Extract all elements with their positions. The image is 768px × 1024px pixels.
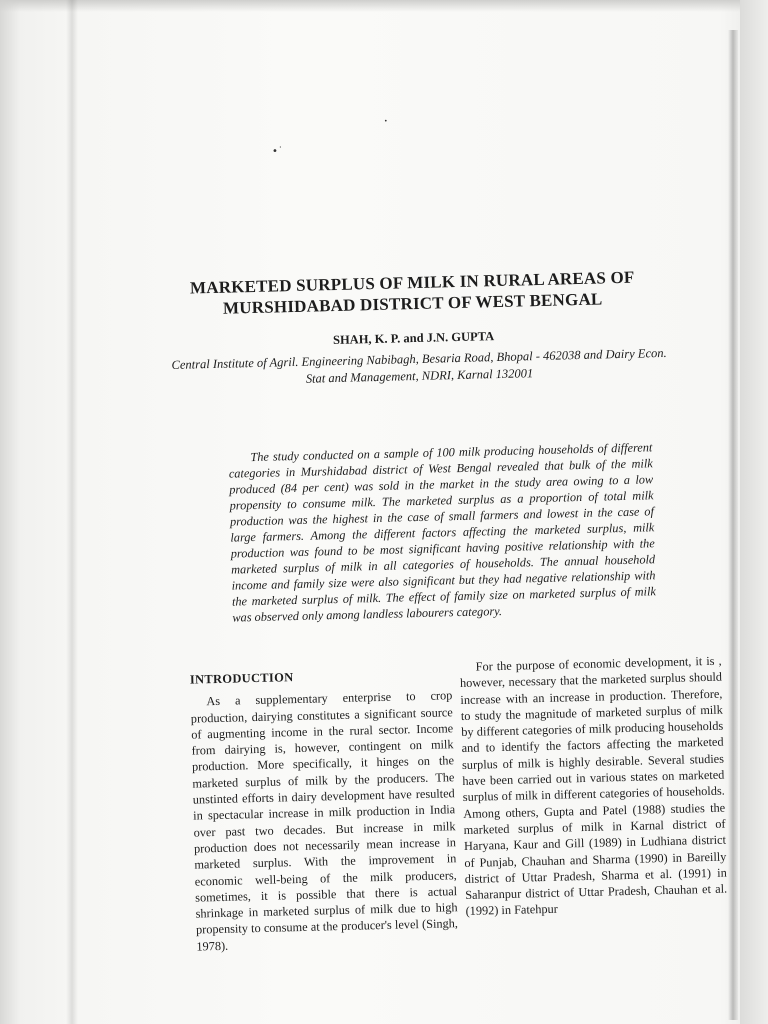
- left-column: [190, 665, 459, 954]
- paper-affiliation: Central Institute of Agril. Engineering Nabibagh, Besaria Road, Bhopal - 462038 and Dairy Econ. Stat and Management, NDRI, Karnal 132001: [171, 345, 667, 386]
- intro-paragraph-2: For the purpose of economic development, it is , however, necessary that the marketed surplus should increase with an increase in production. Therefore, to study the magnitude of marketed surplus of milk by different categories of milk producing households and to identify the factors affecting the marketed surplus of milk is highly desirable. Several studies have been carried out in various states on marketed surplus of milk in different categories of households. Among others, Gupta and Patel (1988) studies the marketed surplus of milk in Karnal district of Haryana, Kaur and Gill (1989) in Ludhiana district of Punjab, Chauhan and Sharma (1990) in Bareilly district of Uttar Pradesh, Sharma et al. (1991) in Saharanpur district of Uttar Pradesh, Chauhan et al. (1992) in Fatehpur: [459, 653, 728, 919]
- scan-speck: •: [384, 118, 388, 125]
- paper-title: MARKETED SURPLUS OF MILK IN RURAL AREAS OF MURSHIDABAD DISTRICT OF WEST BENGAL: [189, 267, 635, 318]
- paper-authors: SHAH, K. P. and J.N. GUPTA: [332, 329, 495, 348]
- scan-speck: •˙: [272, 146, 283, 157]
- paper-abstract: The study conducted on a sample of 100 milk producing households of different categories in Murshidabad district of West Bengal revealed that bulk of the milk produced (84 per cent) was sold in the market in the study area owing to a low propensity to consume milk. The marketed surplus as a proportion of total milk production was the highest in the case of small farmers and lowest in the case of large farmers. Among the different factors affecting the marketed surplus, milk production was found to be most significant having positive relationship with the marketed surplus of milk in all categories of households. The annual household income and family size were also significant but they had negative relationship with the marketed surplus of milk. The effect of family size on marketed surplus of milk was observed only among landless labourers category.: [228, 440, 657, 625]
- intro-paragraph-1: As a supplementary enterprise to crop production, dairying constitutes a significant source of augmenting income in the rural sector. Income from dairying is, however, contingent on milk production. More specifically, it hinges on the marketed surplus of milk by the producers. The unstinted efforts in dairy development have resulted in spectacular increase in milk production in India over past two decades. But increase in milk production does not necessarily mean increase in marketed surplus. With the improvement in economic well-being of the milk producers, sometimes, it is possible that there is actual shrinkage in marketed surplus of milk due to high propensity to consume at the producer's level (Singh, 1978).: [190, 688, 459, 954]
- introduction-heading: INTRODUCTION: [189, 670, 294, 687]
- right-column: [459, 653, 727, 920]
